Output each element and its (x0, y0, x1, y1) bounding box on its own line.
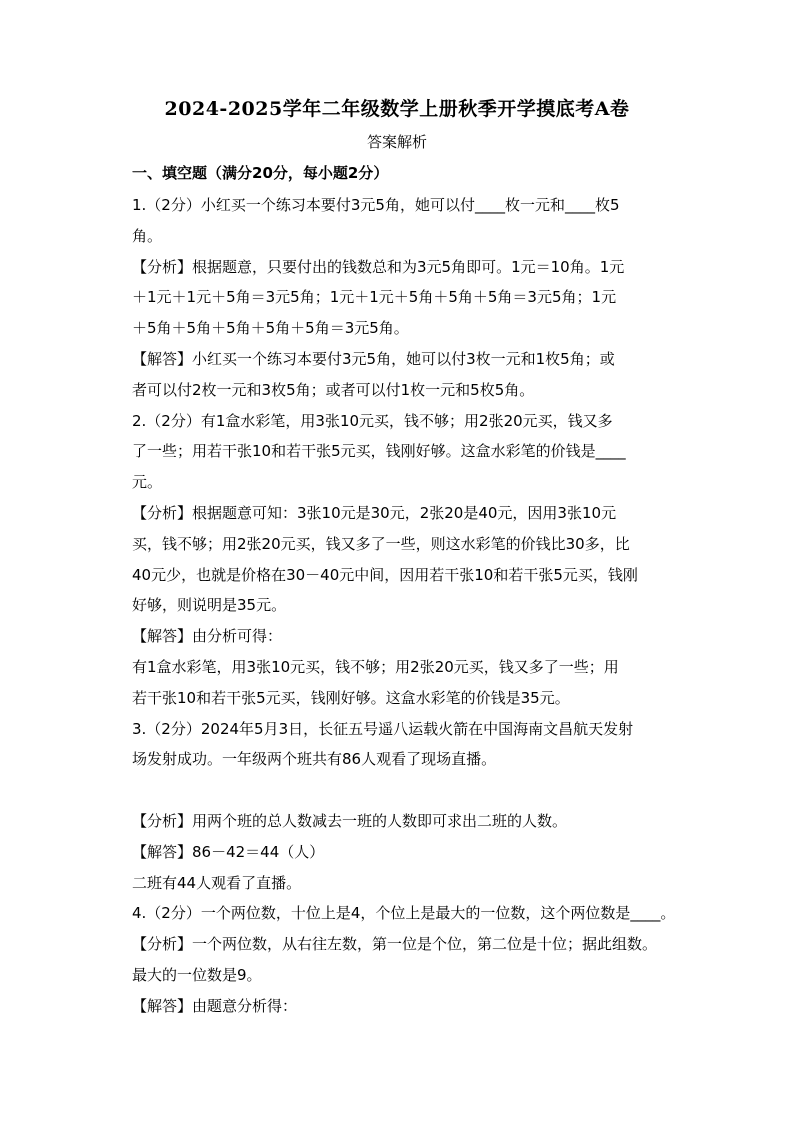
answer-1-line-2: 者可以付2枚一元和3枚5角；或者可以付1枚一元和5枚5角。 (132, 380, 535, 399)
analysis-4-line-2: 最大的一位数是9。 (132, 965, 262, 984)
analysis-2-line-1: 【分析】根据题意可知：3张10元是30元，2张20是40元，因用3张10元 (132, 503, 617, 522)
question-2-line-2: 了一些；用若干张10和若干张5元买，钱刚好够。这盒水彩笔的价钱是____ (132, 442, 626, 461)
answer-2-line-2: 有1盒水彩笔，用3张10元买，钱不够；用2张20元买，钱又多了一些；用 (132, 657, 619, 676)
analysis-2-line-3: 40元少，也就是价格在30－40元中间，因用若干张10和若干张5元买，钱刚 (132, 565, 638, 584)
analysis-3-line-1: 【分析】用两个班的总人数减去一班的人数即可求出二班的人数。 (132, 811, 568, 830)
question-4-line-1: 4.（2分）一个两位数，十位上是4，个位上是最大的一位数，这个两位数是____。 (132, 904, 676, 923)
document-body (132, 190, 677, 1022)
document-subtitle: 答案解析 (366, 133, 427, 151)
analysis-1-line-2: ＋1元＋1元＋5角＝3元5角；1元＋1元＋5角＋5角＋5角＝3元5角；1元 (132, 288, 617, 307)
question-3-line-1: 3.（2分）2024年5月3日，长征五号遥八运载火箭在中国海南文昌航天发射 (132, 719, 634, 738)
question-2-line-1: 2.（2分）有1盒水彩笔，用3张10元买，钱不够；用2张20元买，钱又多 (132, 411, 613, 430)
analysis-4-line-1: 【分析】一个两位数，从右往左数，第一位是个位，第二位是十位；据此组数。 (132, 935, 658, 954)
section-heading: 一、填空题（满分20分，每小题2分） (132, 164, 389, 182)
answer-2-line-3: 若干张10和若干张5元买，钱刚好够。这盒水彩笔的价钱是35元。 (132, 688, 570, 707)
analysis-1-line-1: 【分析】根据题意，只要付出的钱数总和为3元5角即可。1元＝10角。1元 (132, 257, 625, 276)
question-2-line-3: 元。 (132, 473, 163, 492)
answer-4-line-1: 【解答】由题意分析得： (132, 996, 298, 1015)
answer-3-line-2: 二班有44人观看了直播。 (132, 873, 302, 892)
question-3-line-2: 场发射成功。一年级两个班共有86人观看了现场直播。 (132, 750, 497, 769)
analysis-2-line-2: 买，钱不够；用2张20元买，钱又多了一些，则这水彩笔的价钱比30多，比 (132, 534, 630, 553)
analysis-1-line-3: ＋5角＋5角＋5角＋5角＋5角＝3元5角。 (132, 319, 409, 338)
answer-1-line-1: 【解答】小红买一个练习本要付3元5角，她可以付3枚一元和1枚5角；或 (132, 349, 615, 368)
answer-2-line-1: 【解答】由分析可得： (132, 627, 283, 646)
question-1-line-2: 角。 (132, 226, 163, 245)
analysis-2-line-4: 好够，则说明是35元。 (132, 596, 287, 615)
question-1-line-1: 1.（2分）小红买一个练习本要付3元5角，她可以付____枚一元和____枚5 (132, 196, 620, 214)
blank-space (132, 775, 677, 806)
document-title: 2024-2025学年二年级数学上册秋季开学摸底考A卷 (164, 98, 630, 120)
answer-3-line-1: 【解答】86－42＝44（人） (132, 842, 325, 861)
